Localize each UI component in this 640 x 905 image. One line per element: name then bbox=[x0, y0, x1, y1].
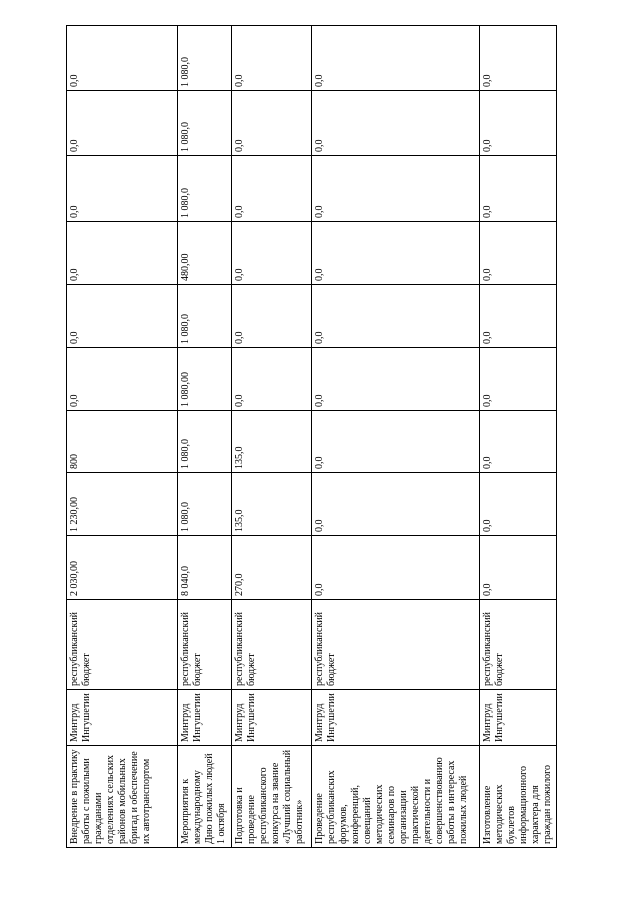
value-cell: 0,0 bbox=[232, 348, 312, 411]
funding-source-cell: республиканский бюджет bbox=[232, 600, 312, 690]
value-cell: 0,0 bbox=[480, 222, 557, 285]
activity-cell: Мероприятия к международному Дню пожилых людей 1 октября bbox=[178, 746, 232, 848]
value-cell: 0,0 bbox=[67, 156, 178, 222]
value-cell: 2 030,00 bbox=[67, 536, 178, 600]
value-cell: 0,0 bbox=[232, 222, 312, 285]
value-cell: 0,0 bbox=[480, 411, 557, 473]
executor-cell: Минтруд Ингушетии bbox=[480, 690, 557, 746]
value-cell: 0,0 bbox=[67, 348, 178, 411]
value-cell: 1 080,0 bbox=[178, 91, 232, 156]
value-cell: 0,0 bbox=[312, 411, 480, 473]
value-cell: 0,0 bbox=[312, 285, 480, 348]
value-cell: 135,0 bbox=[232, 411, 312, 473]
value-cell: 0,0 bbox=[67, 91, 178, 156]
table-row bbox=[67, 26, 178, 848]
value-cell: 0,0 bbox=[67, 222, 178, 285]
table-row bbox=[312, 26, 480, 848]
value-cell: 0,0 bbox=[480, 285, 557, 348]
value-cell: 0,0 bbox=[480, 156, 557, 222]
funding-source-cell: республиканский бюджет bbox=[480, 600, 557, 690]
executor-cell: Минтруд Ингушетии bbox=[312, 690, 480, 746]
value-cell: 0,0 bbox=[67, 285, 178, 348]
value-cell: 800 bbox=[67, 411, 178, 473]
value-cell: 1 080,0 bbox=[178, 411, 232, 473]
value-cell: 8 040,0 bbox=[178, 536, 232, 600]
value-cell: 1 080,0 bbox=[178, 285, 232, 348]
activity-cell: Подготовка и проведение республиканского конкурса на звание «Лучший социальный работник» bbox=[232, 746, 312, 848]
table-row bbox=[178, 26, 232, 848]
value-cell: 0,0 bbox=[312, 156, 480, 222]
value-cell: 0,0 bbox=[480, 91, 557, 156]
value-cell: 0,0 bbox=[480, 473, 557, 536]
value-cell: 0,0 bbox=[232, 285, 312, 348]
table-row bbox=[232, 26, 312, 848]
value-cell: 0,0 bbox=[312, 473, 480, 536]
value-cell: 0,0 bbox=[312, 536, 480, 600]
value-cell: 1 080,0 bbox=[178, 156, 232, 222]
value-cell: 1 230,00 bbox=[67, 473, 178, 536]
activity-cell: Изготовление методических буклетов информационного характера для граждан пожилого bbox=[480, 746, 557, 848]
value-cell: 0,0 bbox=[312, 222, 480, 285]
value-cell: 480,00 bbox=[178, 222, 232, 285]
value-cell: 0,0 bbox=[232, 156, 312, 222]
activity-cell: Внедрение в практику работы с пожилыми гражданами отделениях сельских районов мобильных бригад и обеспечение их автотранспортом bbox=[67, 746, 178, 848]
value-cell: 0,0 bbox=[480, 26, 557, 91]
value-cell: 1 080,0 bbox=[178, 473, 232, 536]
value-cell: 0,0 bbox=[312, 91, 480, 156]
value-cell: 135,0 bbox=[232, 473, 312, 536]
value-cell: 0,0 bbox=[232, 26, 312, 91]
program-activities-table bbox=[66, 25, 557, 848]
value-cell: 1 080,00 bbox=[178, 348, 232, 411]
value-cell: 1 080,0 bbox=[178, 26, 232, 91]
value-cell: 0,0 bbox=[232, 91, 312, 156]
value-cell: 0,0 bbox=[480, 536, 557, 600]
value-cell: 0,0 bbox=[67, 26, 178, 91]
activity-cell: Проведение республиканских форумов, конференций, совещаний методических семинаров по организации практической деятельности и совершенствованию работы в интересах пожилых людей bbox=[312, 746, 480, 848]
executor-cell: Минтруд Ингушетии bbox=[232, 690, 312, 746]
funding-source-cell: республиканский бюджет bbox=[67, 600, 178, 690]
rotated-page bbox=[66, 26, 554, 848]
funding-source-cell: республиканский бюджет bbox=[312, 600, 480, 690]
funding-source-cell: республиканский бюджет bbox=[178, 600, 232, 690]
value-cell: 0,0 bbox=[480, 348, 557, 411]
executor-cell: Минтруд Ингушетии bbox=[178, 690, 232, 746]
value-cell: 0,0 bbox=[312, 348, 480, 411]
executor-cell: Минтруд Ингушетии bbox=[67, 690, 178, 746]
value-cell: 0,0 bbox=[312, 26, 480, 91]
table-row bbox=[480, 26, 557, 848]
value-cell: 270,0 bbox=[232, 536, 312, 600]
